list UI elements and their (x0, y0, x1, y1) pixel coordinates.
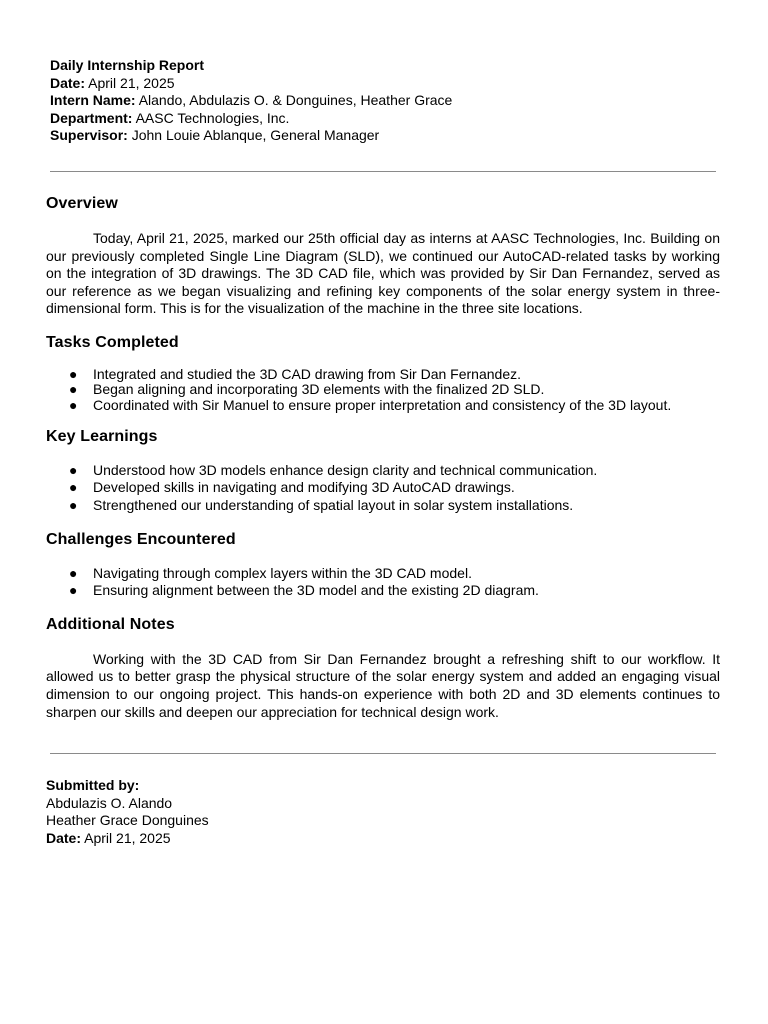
notes-heading: Additional Notes (46, 615, 175, 633)
submitted-block (46, 777, 209, 847)
submitter-name: Heather Grace Donguines (46, 812, 209, 829)
bullet-icon: ● (69, 479, 78, 496)
bullet-icon: ● (69, 461, 78, 478)
department-value: AASC Technologies, Inc. (132, 109, 290, 126)
list-item: ● Navigating through complex layers within the 3D CAD model. (69, 564, 472, 581)
supervisor (50, 127, 452, 145)
bullet-icon: ● (69, 582, 78, 599)
submitted-date-value: April 21, 2025 (81, 829, 171, 846)
learnings-heading: Key Learnings (46, 427, 158, 445)
department (50, 110, 452, 128)
list-item: ● Understood how 3D models enhance design clarity and technical communication. (69, 461, 598, 478)
bullet-icon: ● (69, 365, 78, 382)
notes-paragraph: Working with the 3D CAD from Sir Dan Fernandez brought a refreshing shift to our workflow. It allowed us to better grasp the physical structure of the solar energy system and added an engaging visual dimension to our ongoing project. This hands-on experience with both 2D and 3D elements continues to sharpen our skills and deepen our appreciation for technical design work. (46, 650, 720, 720)
list-item: ● Developed skills in navigating and modifying 3D AutoCAD drawings. (69, 479, 515, 496)
bottom-divider (50, 753, 716, 754)
overview-paragraph: Today, April 21, 2025, marked our 25th official day as interns at AASC Technologies, Inc. Building on our previously completed Single Line Diagram (SLD), we continued our AutoCAD-related tasks by working on the integration of 3D drawings. The 3D CAD file, which was provided by Sir Dan Fernandez, served as our reference as we began visualizing and refining key components of the solar energy system in three-dimensional form. This is for the visualization of the machine in the three site locations. (46, 230, 720, 317)
submitted-date (46, 830, 209, 848)
supervisor-value: John Louie Ablanque, General Manager (127, 127, 380, 144)
challenges-heading: Challenges Encountered (46, 530, 236, 548)
supervisor-label: Supervisor: (50, 127, 128, 144)
tasks-heading: Tasks Completed (46, 333, 179, 351)
bullet-icon: ● (69, 497, 78, 514)
submitted-date-label: Date: (46, 829, 82, 846)
learnings-list (46, 462, 720, 515)
intern-label: Intern Name: (50, 92, 136, 109)
submitter-name: Abdulazis O. Alando (46, 794, 173, 811)
intern-name (50, 92, 452, 110)
challenges-list (46, 565, 720, 600)
submitted-label: Submitted by: (46, 777, 140, 793)
department-label: Department: (50, 109, 133, 126)
bullet-icon: ● (69, 396, 78, 413)
intern-value: Alando, Abdulazis O. & Donguines, Heather Grace (135, 92, 453, 109)
bullet-icon: ● (69, 564, 78, 581)
list-item: ● Strengthened our understanding of spatial layout in solar system installations. (69, 497, 574, 514)
overview-heading: Overview (46, 195, 118, 212)
report-date (50, 75, 452, 93)
top-divider (50, 171, 716, 172)
tasks-list (46, 367, 720, 413)
date-value: April 21, 2025 (85, 74, 175, 91)
bullet-icon: ● (69, 381, 78, 398)
report-body (46, 194, 720, 721)
list-item: ● Began aligning and incorporating 3D elements with the finalized 2D SLD. (69, 381, 545, 398)
list-item: ● Integrated and studied the 3D CAD drawing from Sir Dan Fernandez. (69, 365, 522, 382)
report-header (50, 57, 452, 145)
date-label: Date: (50, 74, 86, 91)
list-item: ● Coordinated with Sir Manuel to ensure proper interpretation and consistency of the 3D layout. (69, 396, 672, 413)
list-item: ● Ensuring alignment between the 3D model and the existing 2D diagram. (69, 582, 539, 599)
report-title: Daily Internship Report (50, 57, 205, 73)
